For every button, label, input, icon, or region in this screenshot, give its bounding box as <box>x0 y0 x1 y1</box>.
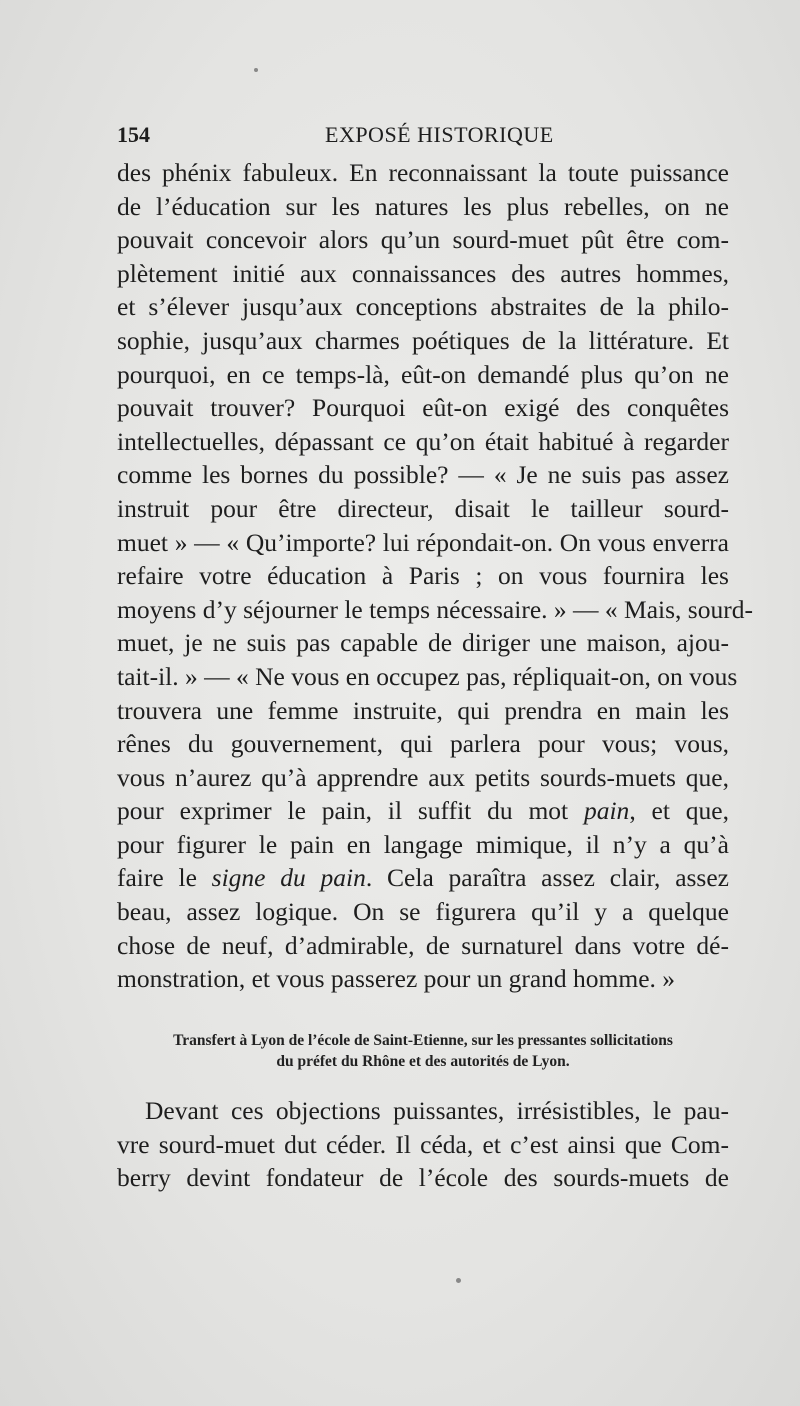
text-line: sophie, jusqu’aux charmes poétiques de la littérature. Et <box>117 325 729 355</box>
running-head <box>117 122 729 148</box>
text-line: rênes du gouvernement, qui parlera pour vous; vous, <box>117 729 729 759</box>
text-line: refaire votre éducation à Paris ; on vous fournira les <box>117 561 729 591</box>
text-line: pourquoi, en ce temps-là, eût-on demandé plus qu’on ne <box>117 359 729 389</box>
text-line: chose de neuf, d’admirable, de surnaturel dans votre dé- <box>117 930 729 960</box>
text-line: instruit pour être directeur, disait le tailleur sourd- <box>117 493 729 523</box>
running-title: EXPOSÉ HISTORIQUE <box>325 122 554 147</box>
ink-speck <box>456 1278 461 1283</box>
text-line: et s’élever jusqu’aux conceptions abstraites de la philo- <box>117 292 729 322</box>
ink-speck <box>254 68 258 72</box>
text-segment: faire le <box>117 863 212 893</box>
page-number: 154 <box>117 122 150 147</box>
text-line: pouvait trouver? Pourquoi eût-on exigé des conquêtes <box>117 393 729 423</box>
section-heading <box>117 1030 729 1072</box>
text-line: beau, assez logique. On se figurera qu’il y a quelque <box>117 897 729 927</box>
text-line: de l’éducation sur les natures les plus rebelles, on ne <box>117 191 729 221</box>
text-line: vous n’aurez qu’à apprendre aux petits sourds-muets que, <box>117 762 729 792</box>
text-line: berry devint fondateur de l’école des sourds-muets de <box>117 1163 729 1193</box>
italic-word: pain <box>583 796 630 826</box>
text-line: comme les bornes du possible? — « Je ne suis pas assez <box>117 460 729 490</box>
italic-phrase: signe du pain <box>211 863 366 893</box>
text-line: monstration, et vous passerez pour un grand homme. » <box>117 964 676 994</box>
text-segment: , et que, <box>629 796 729 826</box>
text-line: intellectuelles, dépassant ce qu’on était habitué à regarder <box>117 426 729 456</box>
text-line: tait-il. » — « Ne vous en occupez pas, répliquait-on, on vous <box>117 661 738 691</box>
text-segment: pour exprimer le pain, il suffit du mot <box>117 796 584 826</box>
text-line: Devant ces objections puissantes, irrésistibles, le pau- <box>145 1096 729 1125</box>
text-line <box>117 861 729 895</box>
text-line: muet » — « Qu’importe? lui répondait-on. On vous enverra <box>117 527 729 557</box>
text-segment: . Cela paraîtra assez clair, assez <box>365 863 729 893</box>
text-line: vre sourd-muet dut céder. Il céda, et c’est ainsi que Com- <box>117 1129 729 1159</box>
text-line <box>117 794 729 828</box>
heading-line: Transfert à Lyon de l’école de Saint-Etienne, sur les pressantes sollicitations <box>173 1032 673 1049</box>
text-line: trouvera une femme instruite, qui prendra en main les <box>117 695 729 725</box>
text-line: plètement initié aux connaissances des autres hommes, <box>117 258 729 288</box>
body-paragraph <box>117 1094 729 1195</box>
body-paragraph <box>117 156 753 996</box>
text-line: pouvait concevoir alors qu’un sourd-muet pût être com- <box>117 225 729 255</box>
text-line: pour figurer le pain en langage mimique, il n’y a qu’à <box>117 829 729 859</box>
heading-line: du préfet du Rhône et des autorités de Lyon. <box>276 1053 570 1070</box>
text-line: des phénix fabuleux. En reconnaissant la toute puissance <box>117 158 729 187</box>
text-line: muet, je ne suis pas capable de diriger une maison, ajou- <box>117 628 729 658</box>
text-line: moyens d’y séjourner le temps nécessaire. » — « Mais, sourd- <box>117 594 753 624</box>
